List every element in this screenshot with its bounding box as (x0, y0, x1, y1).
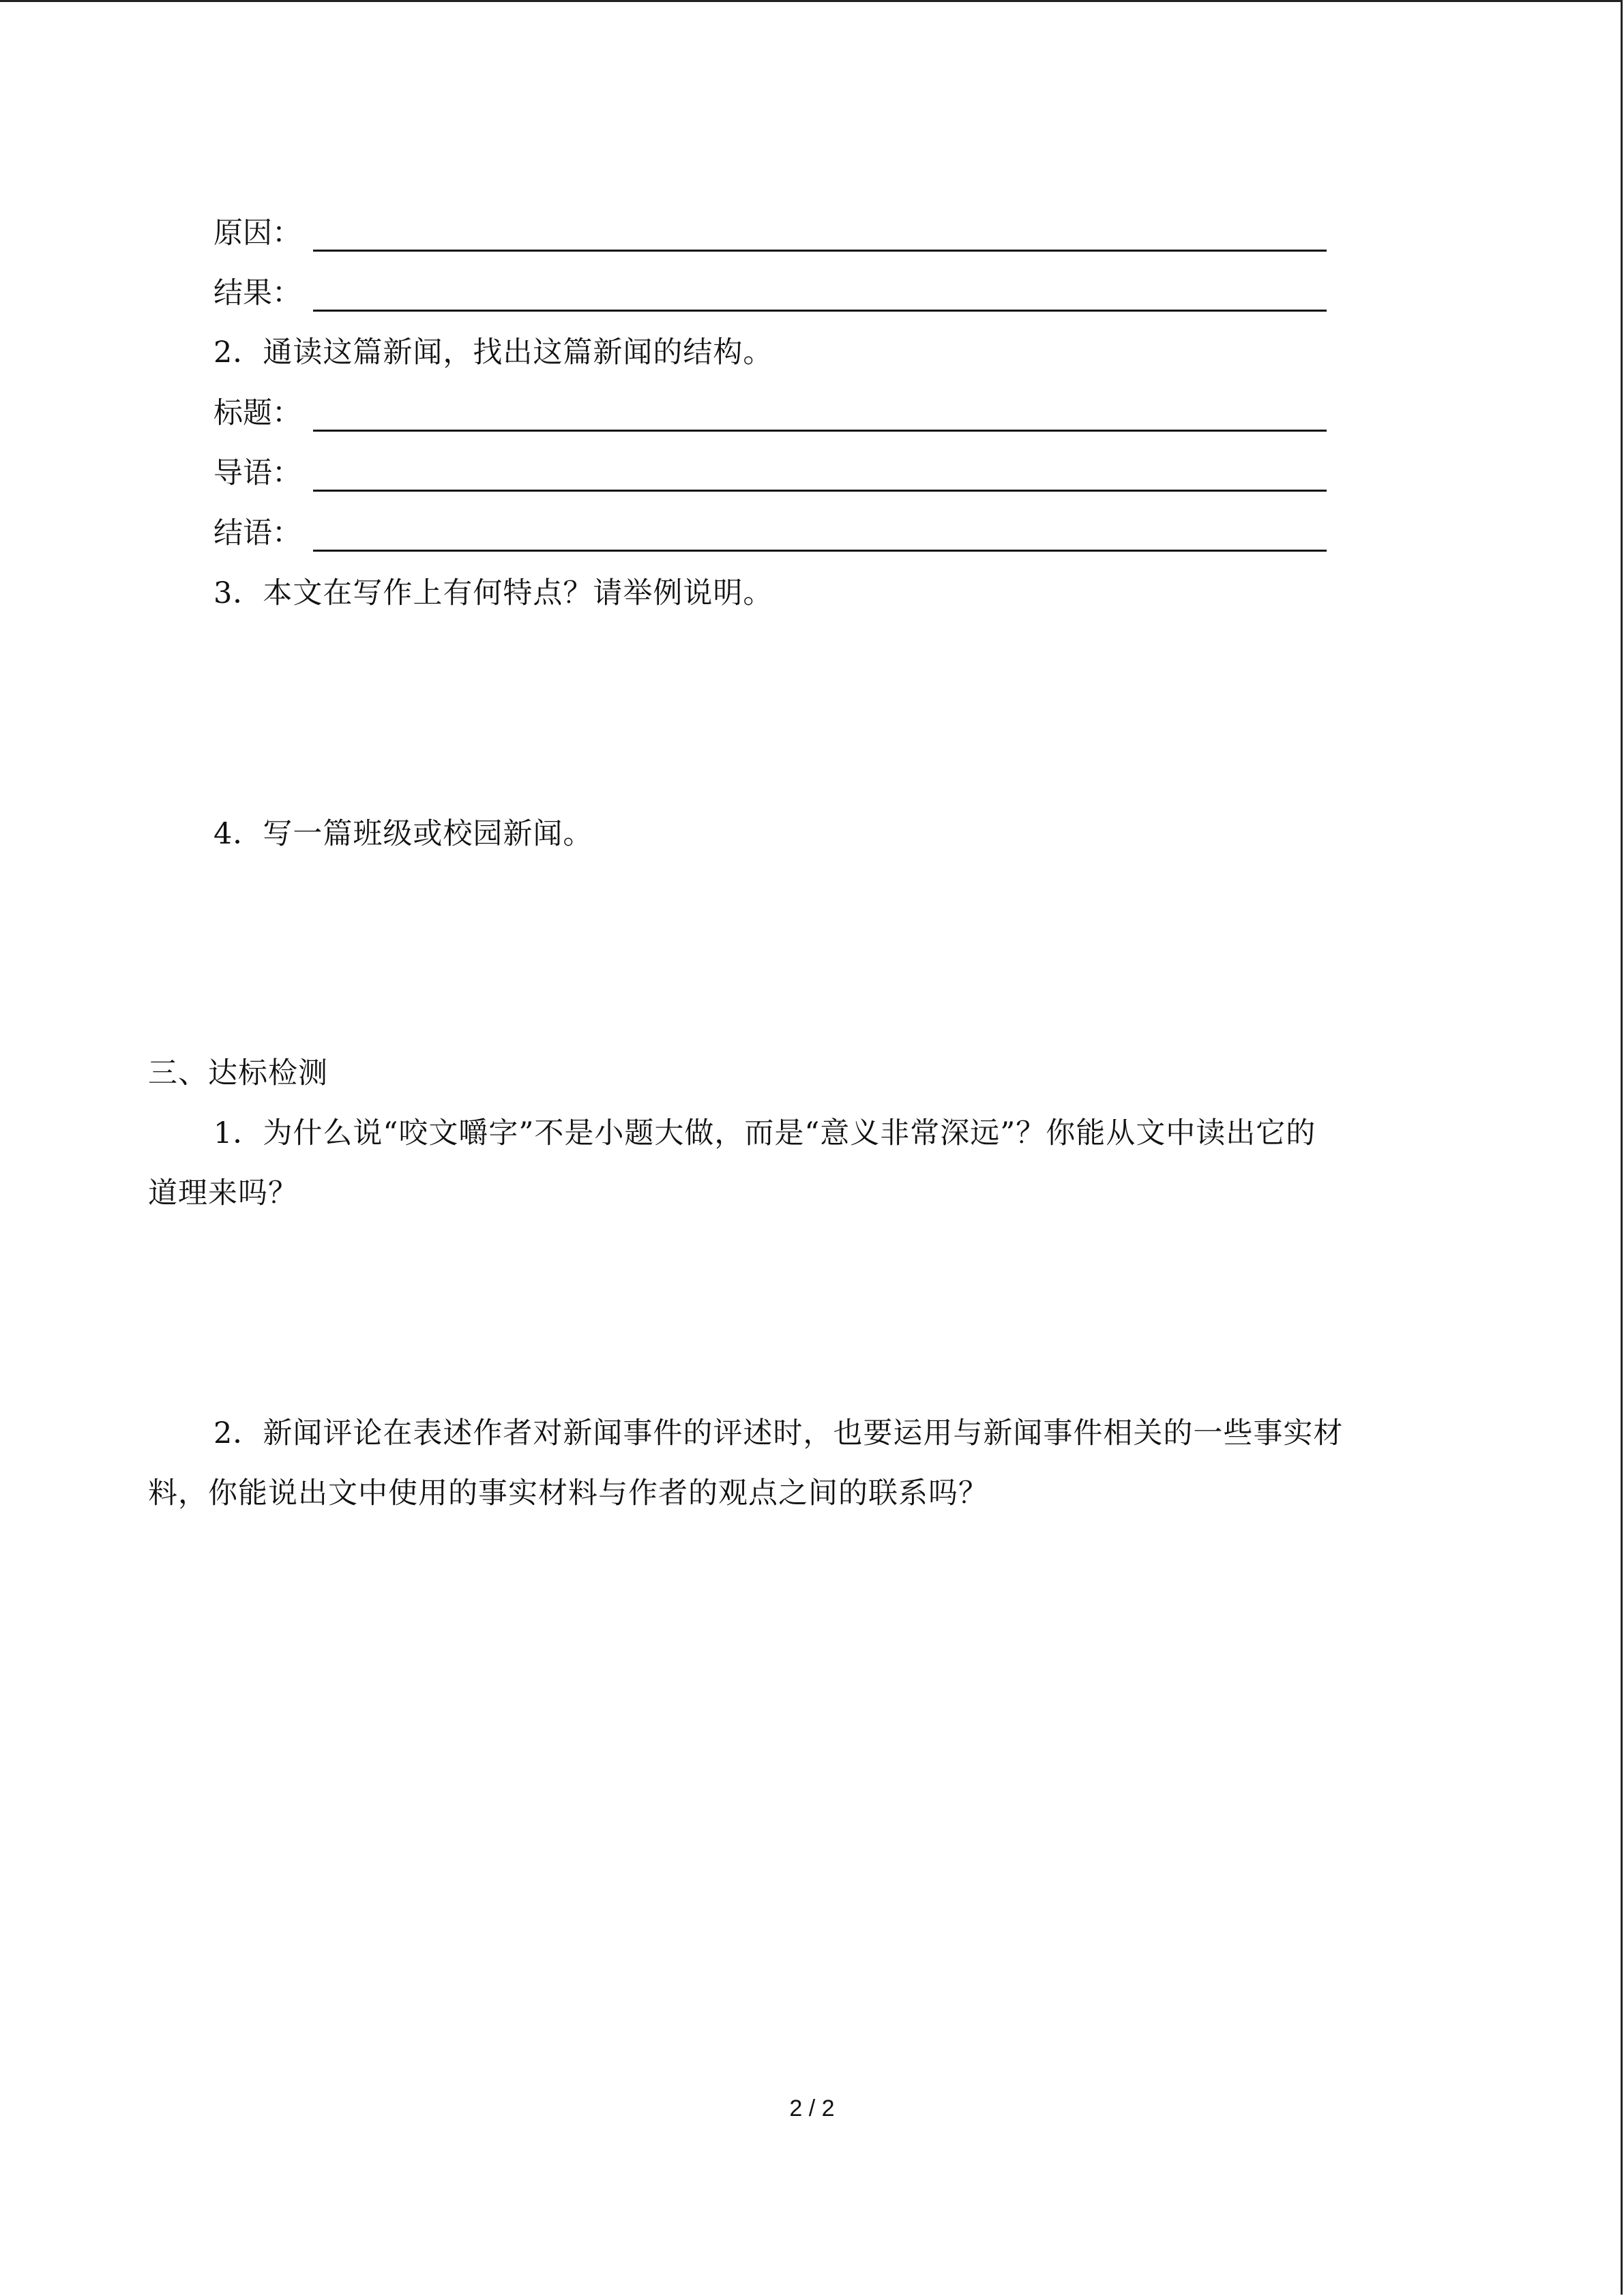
answer-field-ending[interactable] (213, 513, 1327, 554)
field-label-title: 标题： (213, 396, 301, 430)
field-label-cause: 原因： (213, 216, 301, 250)
answer-field-title[interactable] (213, 393, 1327, 434)
section-heading: 三、达标检测 (148, 1056, 328, 1090)
section3-question-2-line1: 2．新闻评论在表述作者对新闻事件的评述时，也要运用与新闻事件相关的一些事实材 (213, 1416, 1344, 1450)
field-label-ending: 结语： (213, 516, 301, 550)
section3-question-1-line2: 道理来吗？ (148, 1176, 298, 1210)
answer-line (313, 490, 1327, 492)
answer-field-result[interactable] (213, 273, 1327, 314)
answer-field-lead[interactable] (213, 453, 1327, 494)
question-4-text: 4．写一篇班级或校园新闻。 (213, 817, 593, 851)
answer-field-cause[interactable] (213, 213, 1327, 254)
question-2-text: 2．通读这篇新闻，找出这篇新闻的结构。 (213, 336, 773, 370)
answer-line (313, 430, 1327, 432)
field-label-lead: 导语： (213, 456, 301, 490)
section3-question-1-line1: 1．为什么说“咬文嚼字”不是小题大做，而是“意义非常深远”？你能从文中读出它的 (213, 1116, 1316, 1150)
section3-question-2-line2: 料，你能说出文中使用的事实材料与作者的观点之间的联系吗？ (148, 1476, 988, 1510)
field-label-result: 结果： (213, 276, 301, 310)
answer-line (313, 550, 1327, 552)
page-number: 2 / 2 (789, 2096, 835, 2121)
question-3-text: 3．本文在写作上有何特点？请举例说明。 (213, 576, 773, 610)
answer-line (313, 250, 1327, 252)
answer-line (313, 310, 1327, 312)
